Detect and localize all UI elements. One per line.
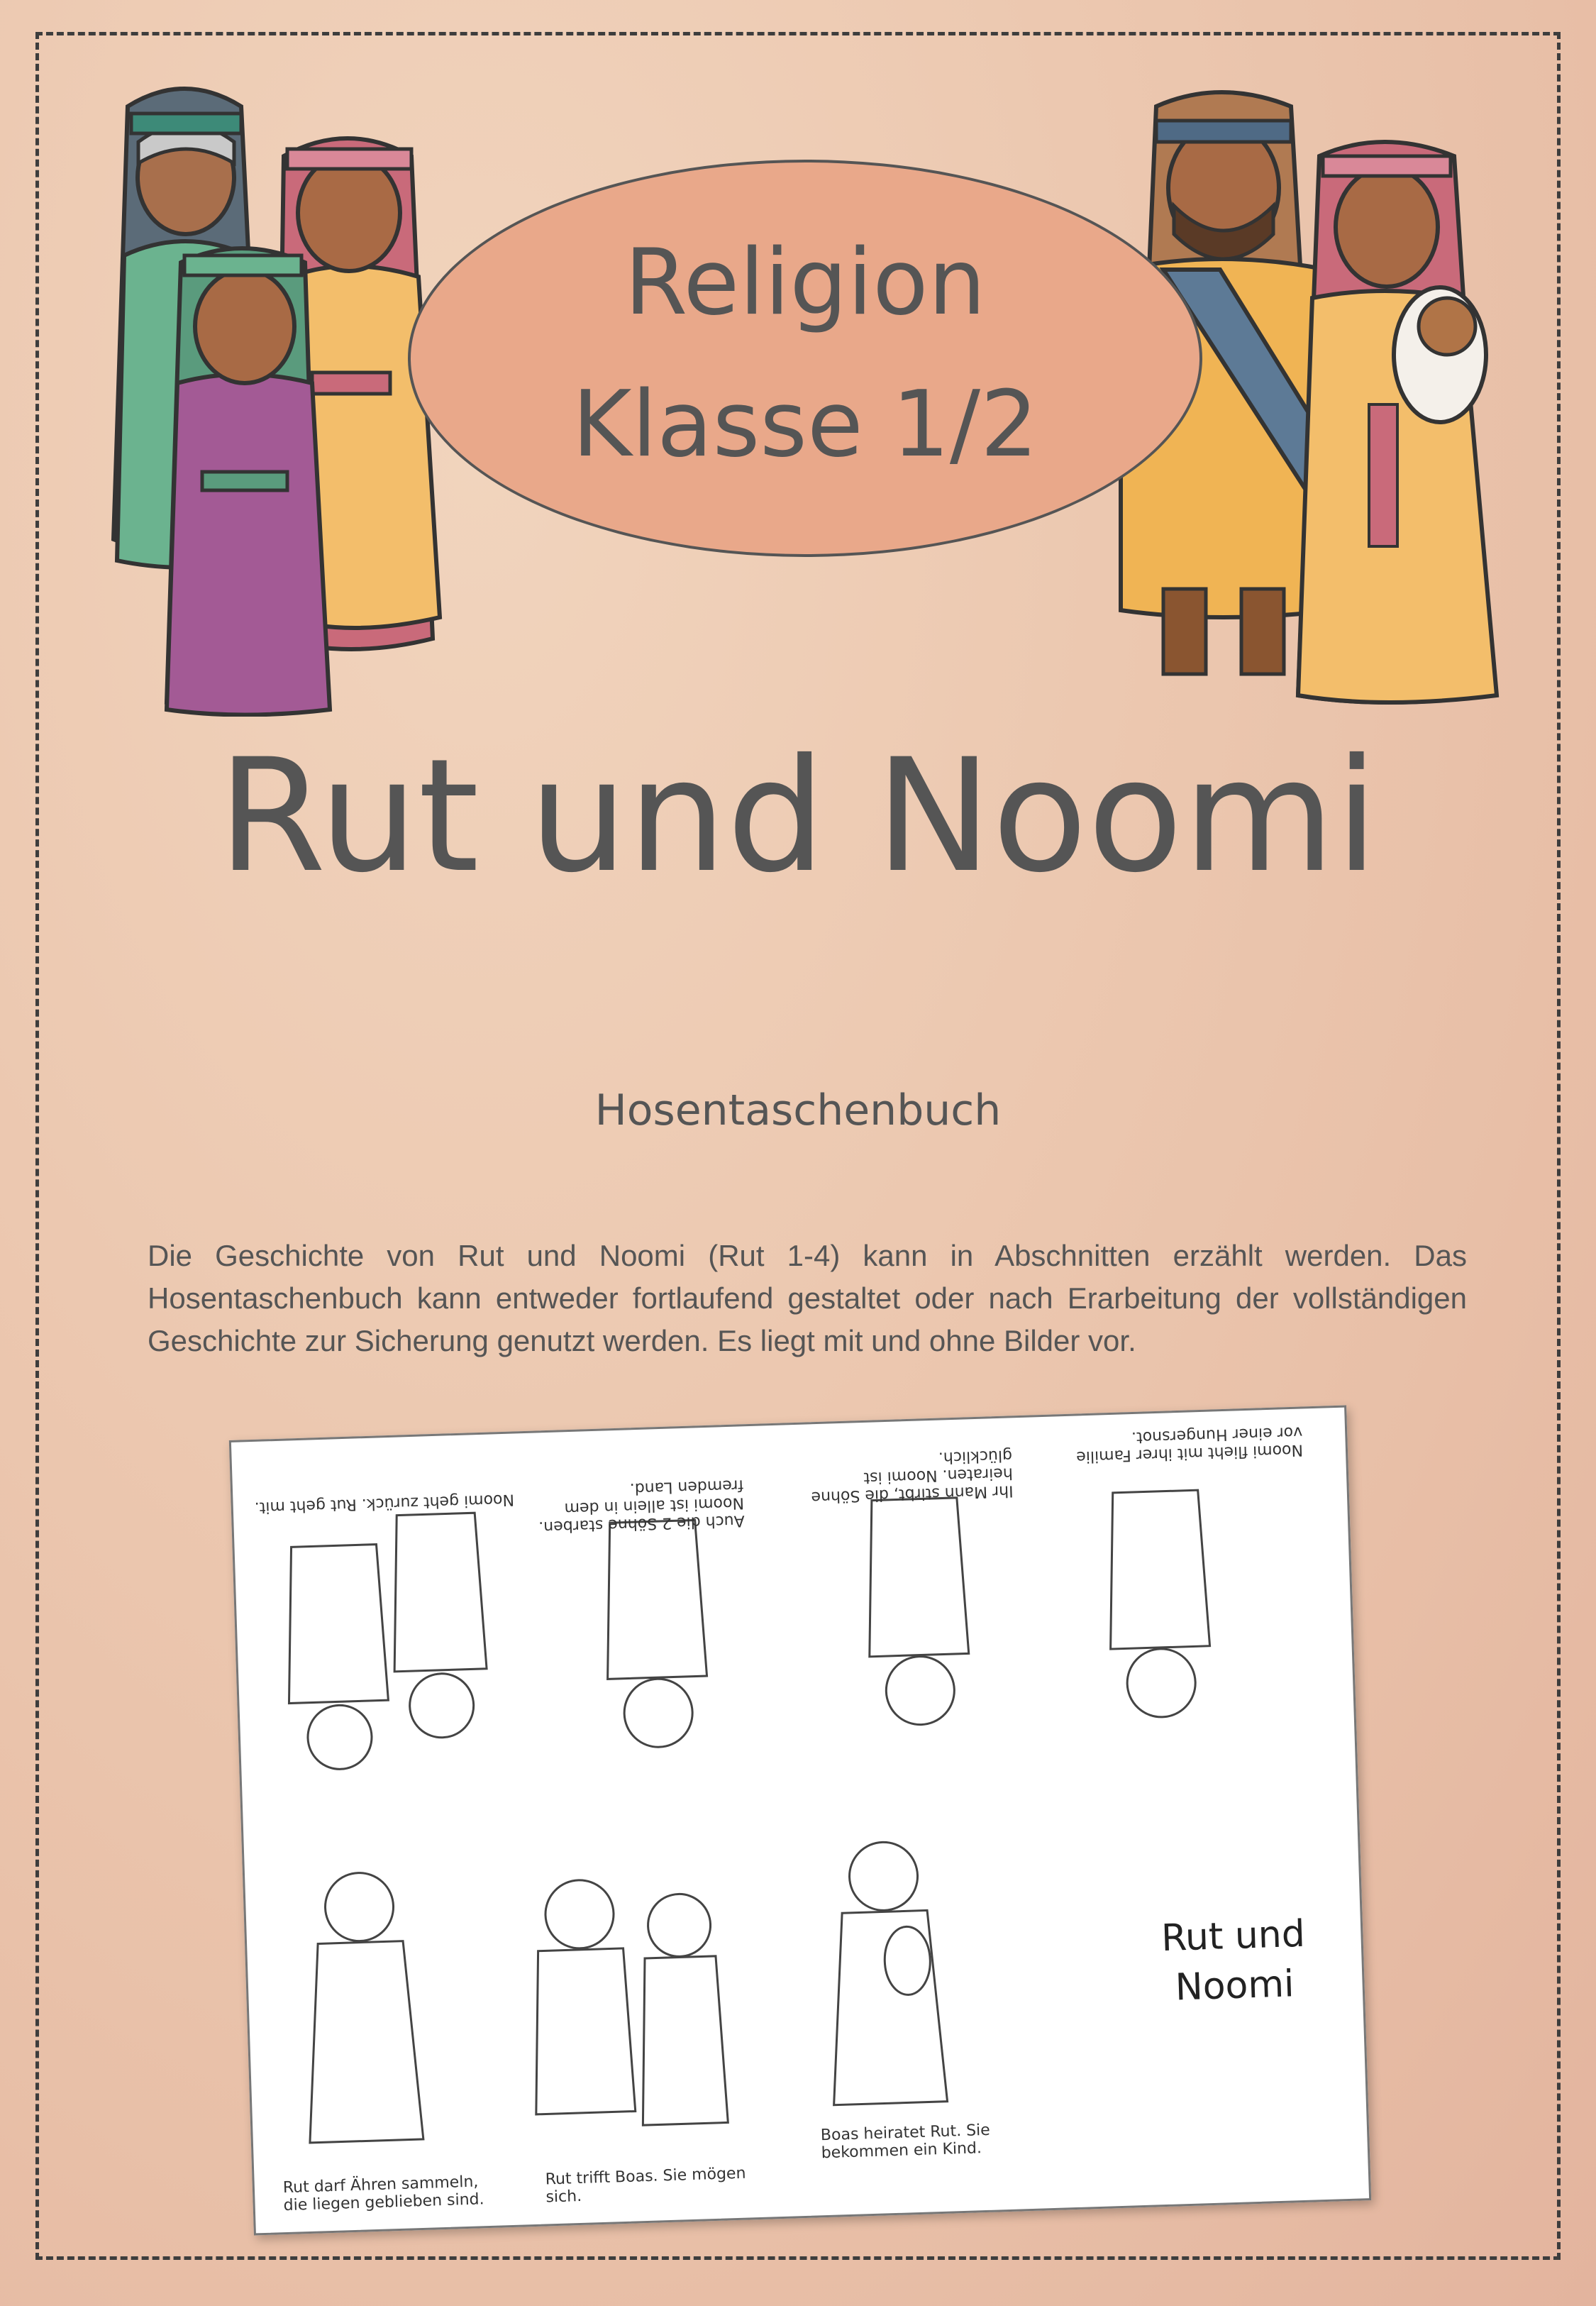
grade-label: Klasse 1/2 — [572, 372, 1038, 478]
preview-figure-4 — [1106, 1490, 1212, 1719]
preview-caption-bottom-2: Rut trifft Boas. Sie mögen sich. — [545, 2164, 746, 2207]
page-title: Rut und Noomi — [217, 725, 1379, 907]
figure-rut-with-baby — [1298, 142, 1497, 702]
title-oval — [408, 160, 1202, 557]
preview-figure-7 — [826, 1841, 947, 2105]
preview-caption-top-4: Noomi flieht mit ihrer Familie vor einer Hungersnot. — [1075, 1423, 1304, 1466]
booklet-preview — [229, 1406, 1371, 2236]
preview-cover-line-2: Noomi — [1174, 1963, 1295, 2009]
description-text: Die Geschichte von Rut und Noomi (Rut 1-4) kann in Abschnitten erzählt werden. Das Hosentaschenbuch kann entweder fortlaufend gestaltet oder nach Erarbeitung der vollständigen Geschichte zur Sicherung genutzt werden. Es liegt mit und ohne Bilder vor. — [148, 1239, 1467, 1357]
page-subtitle: Hosentaschenbuch — [594, 1086, 1002, 1135]
preview-caption-top-3: Ihr Mann stirbt, die Söhne heiraten. Noomi ist glücklich. — [811, 1446, 1014, 1506]
preview-caption-top-1: Noomi geht zurück. Rut geht mit. — [254, 1490, 515, 1516]
preview-cover-title — [1140, 1909, 1327, 2014]
preview-figure-5 — [301, 1871, 423, 2143]
preview-caption-bottom-1: Rut darf Ähren sammeln, die liegen geblieben sind. — [282, 2173, 484, 2215]
preview-cover-line-1: Rut und — [1160, 1912, 1306, 1960]
preview-figure-1 — [283, 1513, 489, 1771]
preview-figure-6 — [529, 1876, 728, 2129]
preview-figure-2 — [603, 1520, 709, 1748]
subject-label: Religion — [624, 230, 986, 336]
figure-rut — [167, 248, 330, 715]
preview-figure-3 — [865, 1498, 971, 1726]
booklet-line-drawings — [231, 1408, 1369, 2234]
preview-caption-top-2: Auch die 2 Söhne starben. Noomi ist allein in dem fremden Land. — [538, 1476, 746, 1536]
preview-caption-bottom-3: Boas heiratet Rut. Sie bekommen ein Kind. — [820, 2121, 991, 2163]
